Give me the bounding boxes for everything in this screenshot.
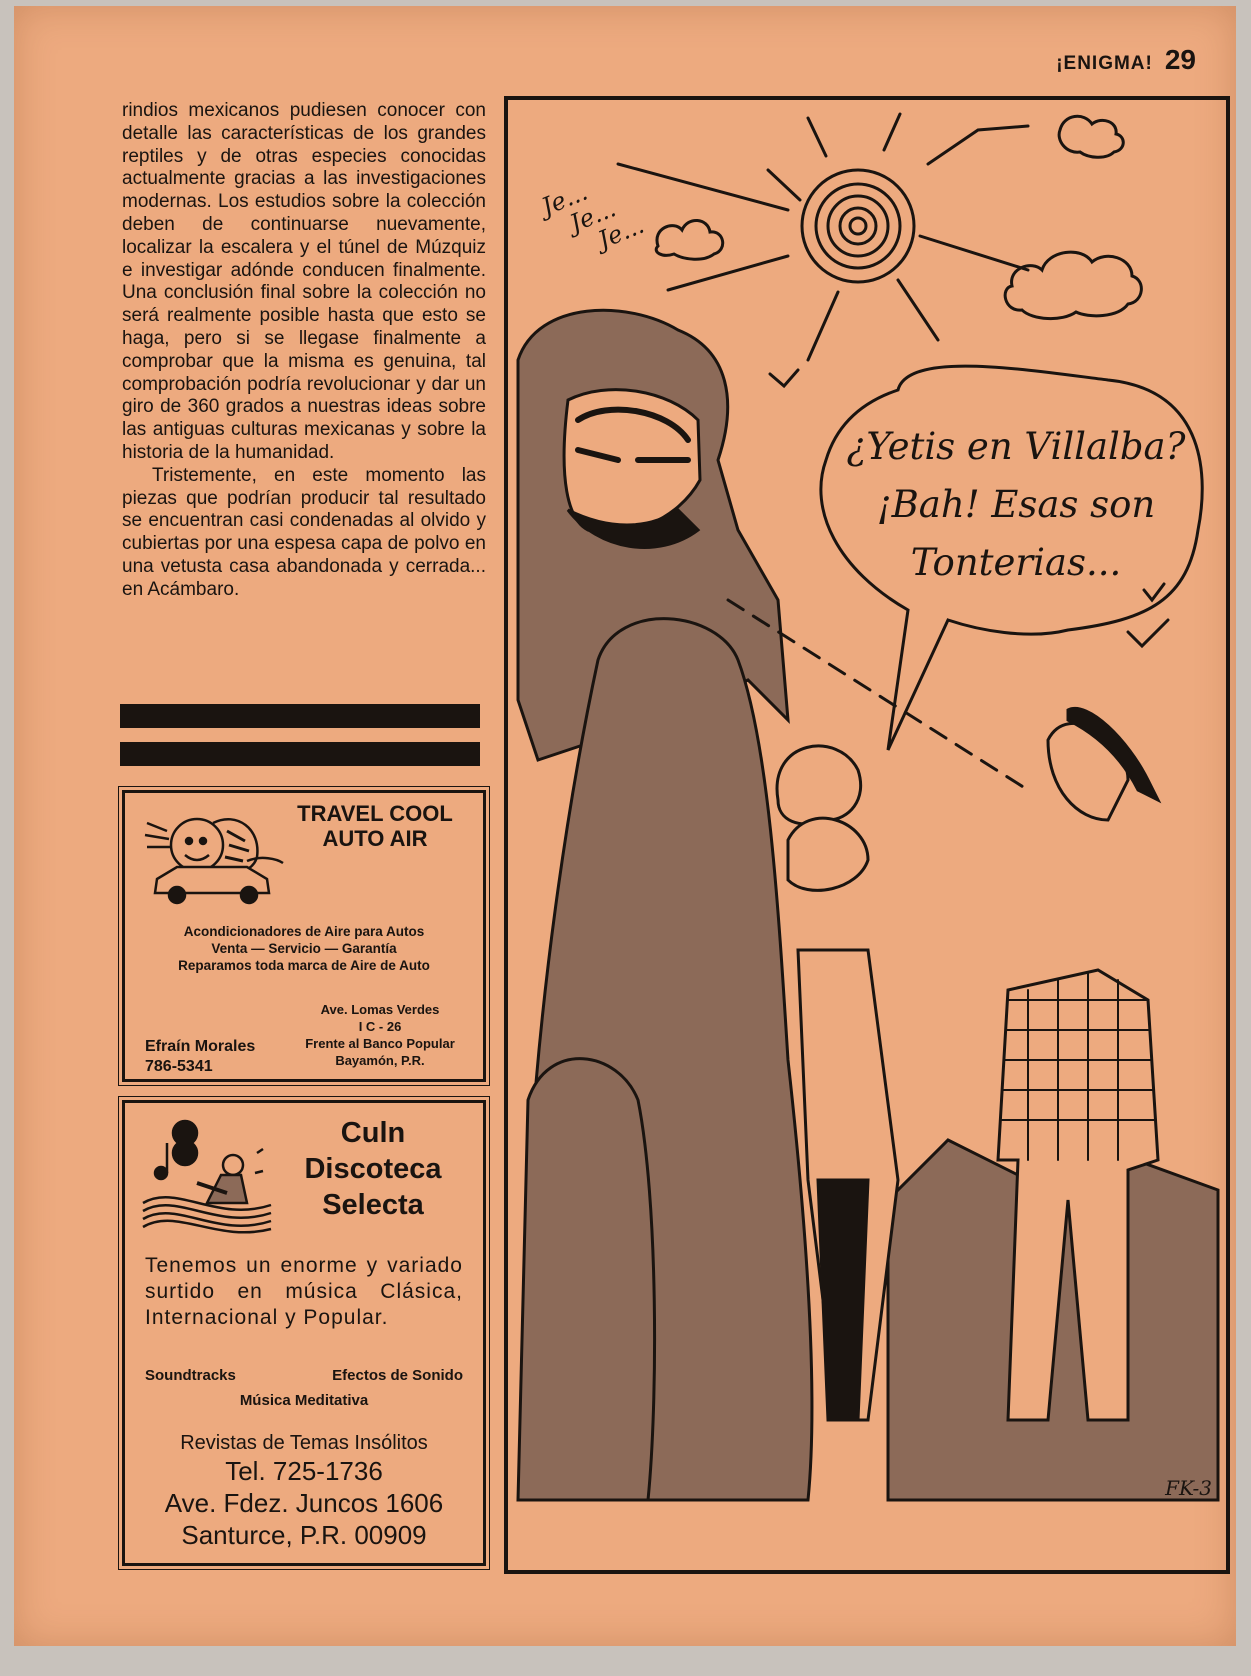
article-paragraph: rindios mexicanos pudiesen conocer con detalle las características de los grandes reptiles y de otras especies conocidas actualmente gracias a las investigaciones modernas. Los estudios sobre la colección deben de continuarse nuevamente, localizar la escalera y el túnel de Múzquiz e investigar adónde conducen finalmente. Una conclusión final sobre la colección no será realmente posible hasta que esto se haga, pero si se llegase finalmente a comprobar que la misma es genuina, tal comprobación podría revolucionar y dar un giro de 360 grados a nuestras ideas sobre las antiguas culturas mexicanas y sobre la historia de la humanidad.: [122, 100, 486, 463]
contact-address: Ave. Fdez. Juncos 1606: [164, 1488, 444, 1518]
article-paragraph: Tristemente, en este momento las piezas que podrían producir tal resultado se encuentran casi condenadas al olvido y cubiertas por una espesa capa de polvo en una vetusta casa abandonada y cerrada... en Acámbaro.: [122, 464, 486, 600]
ad-title-line: Culn: [340, 1117, 406, 1149]
laugh-line: Je...: [594, 210, 648, 255]
laugh-line: Je...: [537, 177, 592, 222]
page-number: 29: [1164, 44, 1196, 75]
ad-description: [125, 923, 483, 974]
magazine-name: ¡ENIGMA!: [1056, 53, 1153, 74]
ad-title-line: TRAVEL COOL: [297, 801, 453, 826]
ad-categories: [145, 1363, 463, 1413]
speech-line: ¡Bah! Esas son: [876, 483, 1156, 526]
ad-contact: [125, 1431, 483, 1551]
separator-bar: [120, 704, 480, 728]
contact-address: Santurce, P.R. 00909: [181, 1520, 427, 1550]
sun-drawing: [618, 114, 1028, 360]
ad-title: [275, 801, 475, 851]
contact-phone: Tel. 725-1736: [225, 1456, 383, 1486]
ad-address: [285, 1001, 475, 1069]
magazine-page: [14, 6, 1236, 1646]
speech-line: Tonterias...: [910, 541, 1122, 584]
ad-addr-line: Bayamón, P.R.: [335, 1053, 425, 1068]
car-mascot-logo: [137, 801, 287, 909]
page-header: [1056, 44, 1196, 76]
contact-name: Efraín Morales: [145, 1038, 256, 1055]
ad-addr-line: Frente al Banco Popular: [305, 1036, 455, 1051]
category-item: Soundtracks: [145, 1367, 236, 1384]
ad-addr-line: Ave. Lomas Verdes: [320, 1002, 440, 1017]
ad-desc-line: Venta — Servicio — Garantía: [211, 941, 397, 956]
ad-title-line: AUTO AIR: [322, 826, 428, 851]
travel-cool-ad: [122, 790, 486, 1082]
article-column: [122, 100, 486, 602]
ad-title-line: Selecta: [322, 1189, 424, 1221]
ad-desc-line: Reparamos toda marca de Aire de Auto: [178, 958, 430, 973]
comic-panel: [504, 96, 1230, 1574]
ad-blurb: Tenemos un enorme y variado surtido en música Clásica, Internacional y Popular.: [145, 1254, 463, 1329]
speech-line: ¿Yetis en Villalba?: [846, 425, 1186, 468]
music-note-logo: [137, 1113, 277, 1241]
ad-desc-line: Acondicionadores de Aire para Autos: [183, 924, 425, 939]
category-item: Música Meditativa: [239, 1392, 369, 1409]
category-item: Efectos de Sonido: [332, 1367, 463, 1384]
artist-signature: FK-3: [1165, 1476, 1212, 1500]
ad-title-line: Discoteca: [304, 1153, 442, 1185]
ad-contact: [145, 1037, 255, 1077]
comic-illustration: [508, 100, 1226, 1570]
ad-title: [273, 1115, 473, 1223]
contact-phone: 786-5341: [145, 1058, 213, 1075]
laugh-line: Je...: [565, 194, 620, 238]
culn-discoteca-ad: [122, 1100, 486, 1566]
ad-magazines-line: Revistas de Temas Insólitos: [180, 1432, 428, 1454]
ad-addr-line: I C - 26: [358, 1019, 402, 1034]
speech-bubble-text: [826, 418, 1206, 592]
separator-bar: [120, 742, 480, 766]
